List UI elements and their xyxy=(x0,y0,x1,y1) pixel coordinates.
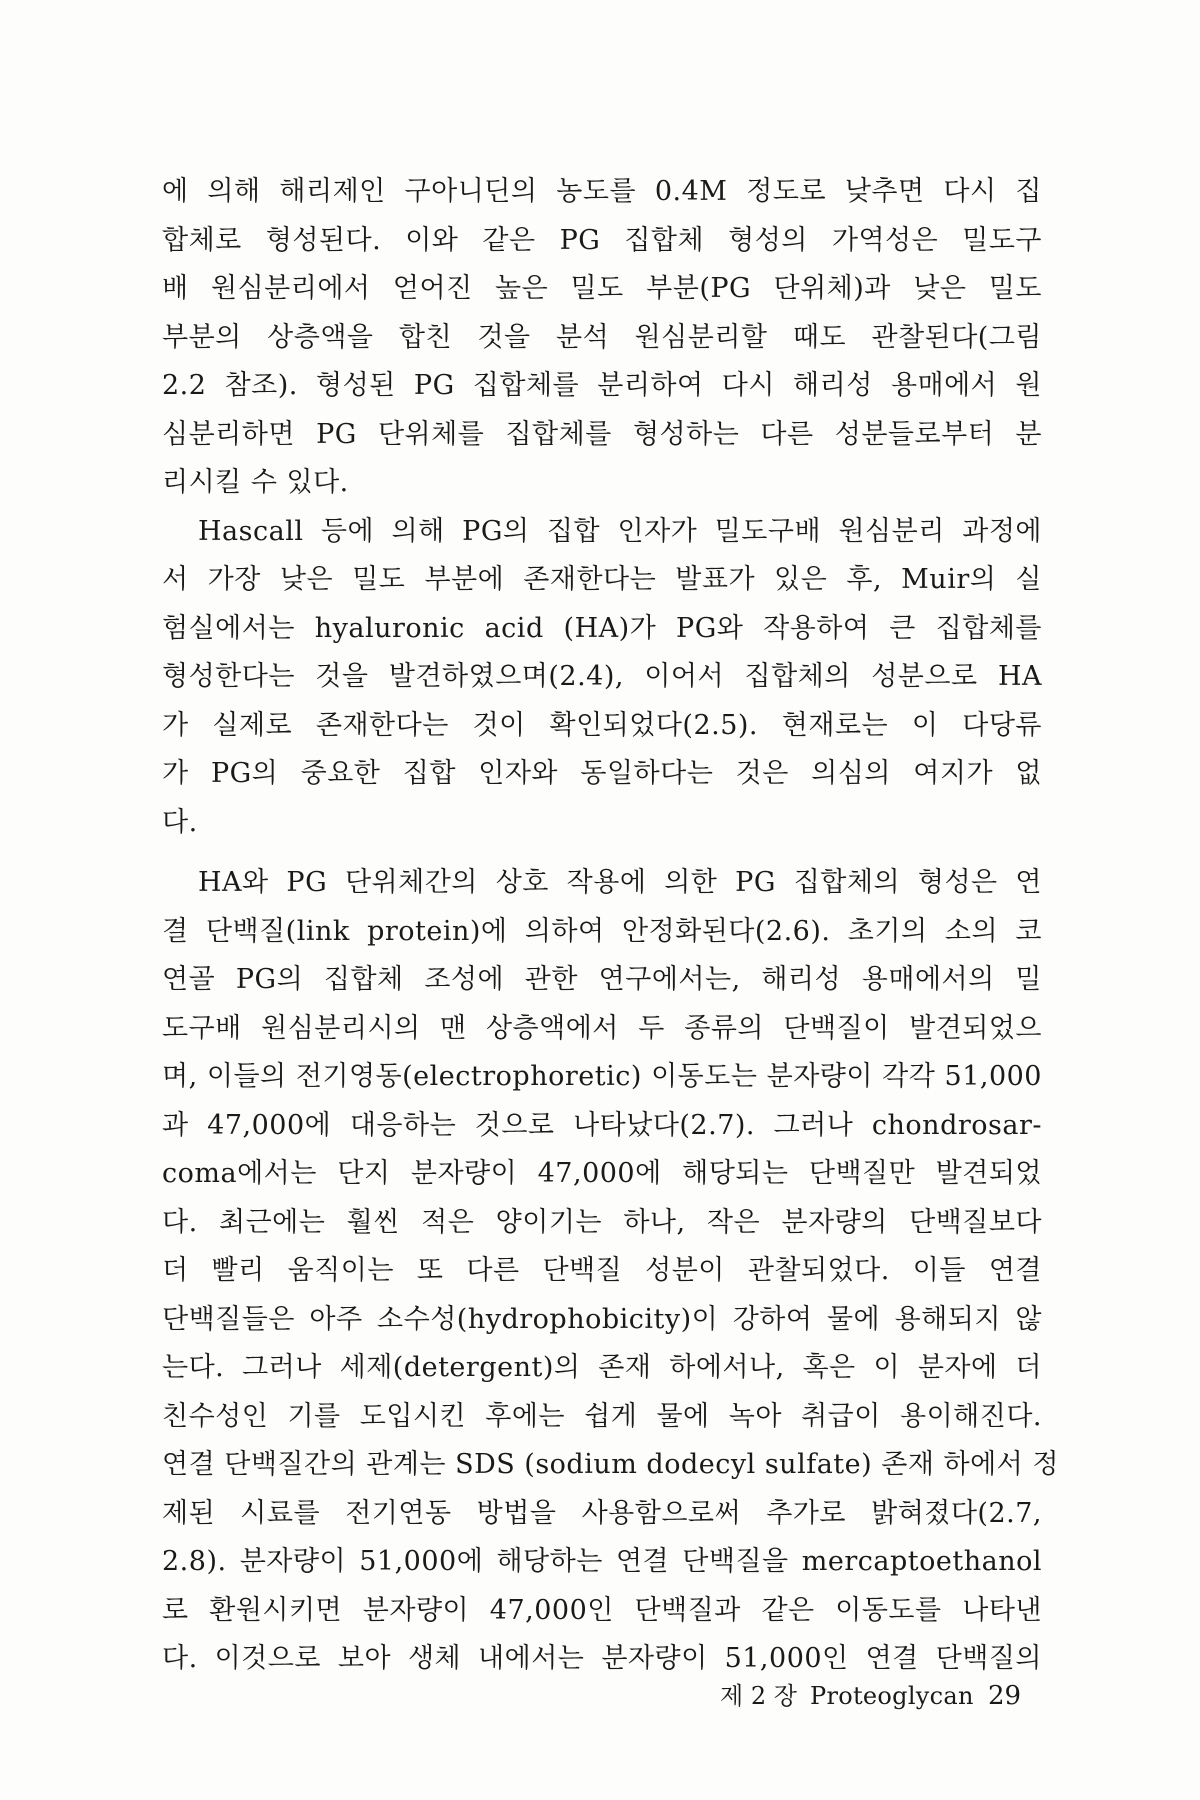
text-line: 다. 최근에는 훨씬 적은 양이기는 하나, 작은 분자량의 단백질보다 xyxy=(162,1206,1042,1238)
text-line: 심분리하면 PG 단위체를 집합체를 형성하는 다른 성분들로부터 분 xyxy=(162,418,1042,450)
body-text xyxy=(162,168,1059,1684)
text-line: 가 실제로 존재한다는 것이 확인되었다(2.5). 현재로는 이 다당류 xyxy=(162,709,1042,741)
page-number: 29 xyxy=(988,1681,1022,1711)
paragraph-3 xyxy=(162,859,1059,1684)
text-line: 서 가장 낮은 밀도 부분에 존재한다는 발표가 있은 후, Muir의 실 xyxy=(162,564,1042,595)
text-line: 며, 이들의 전기영동(electrophoretic) 이동도는 분자량이 각각 51,000 xyxy=(162,1061,1042,1092)
text-line: 는다. 그러나 세제(detergent)의 존재 하에서나, 혹은 이 분자에 더 xyxy=(162,1352,1042,1383)
text-line: 다. xyxy=(162,806,198,838)
text-line: 배 원심분리에서 얻어진 높은 밀도 부분(PG 단위체)과 낮은 밀도 xyxy=(162,273,1042,304)
text-line: 2.8). 분자량이 51,000에 해당하는 연결 단백질을 mercaptoethanol xyxy=(162,1546,1042,1577)
text-line: 단백질들은 아주 소수성(hydrophobicity)이 강하여 물에 용해되지 않 xyxy=(162,1303,1042,1335)
chapter-label: 제 2 장 xyxy=(720,1682,797,1710)
text-line: 험실에서는 hyaluronic acid (HA)가 PG와 작용하여 큰 집합체를 xyxy=(162,612,1042,644)
text-line: coma에서는 단지 분자량이 47,000에 해당되는 단백질만 발견되었 xyxy=(162,1158,1042,1189)
text-line: 연골 PG의 집합체 조성에 관한 연구에서는, 해리성 용매에서의 밀 xyxy=(162,964,1042,995)
text-line: 도구배 원심분리시의 맨 상층액에서 두 종류의 단백질이 발견되었으 xyxy=(162,1012,1042,1044)
paragraph-1 xyxy=(162,168,1042,508)
text-line: 가 PG의 중요한 집합 인자와 동일하다는 것은 의심의 여지가 없 xyxy=(162,758,1042,789)
paragraph-spacer xyxy=(162,847,1042,859)
text-line: 로 환원시키면 분자량이 47,000인 단백질과 같은 이동도를 나타낸 xyxy=(162,1594,1042,1626)
text-line: 리시킬 수 있다. xyxy=(162,467,349,498)
page-footer xyxy=(0,1676,1200,1716)
text-line: 다. 이것으로 보아 생체 내에서는 분자량이 51,000인 연결 단백질의 xyxy=(162,1643,1042,1674)
text-line: 친수성인 기를 도입시킨 후에는 쉽게 물에 녹아 취급이 용이해진다. xyxy=(162,1400,1042,1432)
text-line: 과 47,000에 대응하는 것으로 나타났다(2.7). 그러나 chondrosar- xyxy=(162,1109,1042,1141)
text-line: 제된 시료를 전기연동 방법을 사용함으로써 추가로 밝혀졌다(2.7, xyxy=(162,1497,1042,1529)
text-line: 부분의 상층액을 합친 것을 분석 원심분리할 때도 관찰된다(그림 xyxy=(162,321,1042,353)
chapter-title: Proteoglycan xyxy=(810,1682,974,1710)
text-line: 형성한다는 것을 발견하였으며(2.4), 이어서 집합체의 성분으로 HA xyxy=(162,661,1042,692)
text-line: 연결 단백질간의 관계는 SDS (sodium dodecyl sulfate) 존재 하에서 정 xyxy=(162,1449,1059,1480)
text-line: 합체로 형성된다. 이와 같은 PG 집합체 형성의 가역성은 밀도구 xyxy=(162,224,1042,256)
text-line: Hascall 등에 의해 PG의 집합 인자가 밀도구배 원심분리 과정에 xyxy=(198,515,1042,547)
text-line: 결 단백질(link protein)에 의하여 안정화된다(2.6). 초기의 소의 코 xyxy=(162,915,1042,947)
text-line: HA와 PG 단위체간의 상호 작용에 의한 PG 집합체의 형성은 연 xyxy=(198,867,1042,898)
paragraph-2 xyxy=(162,508,1042,848)
text-line: 더 빨리 움직이는 또 다른 단백질 성분이 관찰되었다. 이들 연결 xyxy=(162,1255,1042,1286)
text-line: 에 의해 해리제인 구아니딘의 농도를 0.4M 정도로 낮추면 다시 집 xyxy=(162,176,1042,207)
text-line: 2.2 참조). 형성된 PG 집합체를 분리하여 다시 해리성 용매에서 원 xyxy=(162,370,1042,401)
